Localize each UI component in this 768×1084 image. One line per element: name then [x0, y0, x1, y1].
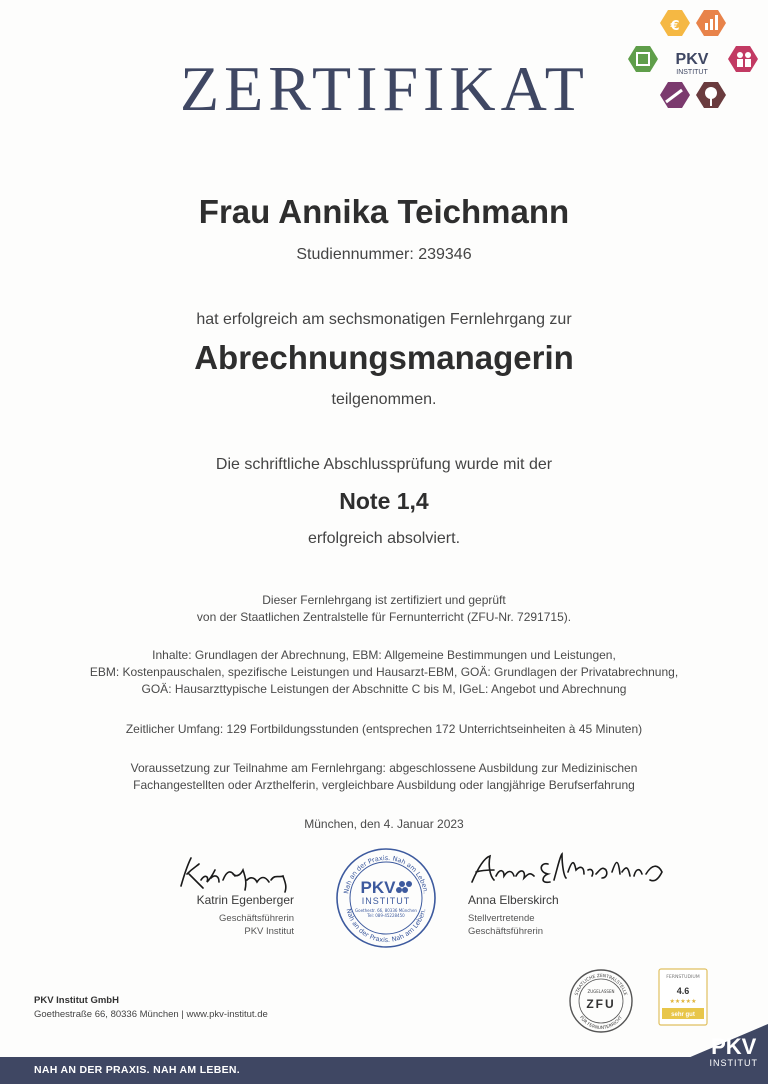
contents-line: GOÄ: Hausarzttypische Leistungen der Abschnitte C bis M, IGeL: Angebot und Abrechnung: [141, 682, 627, 696]
svg-text:FERNSTUDIUM: FERNSTUDIUM: [666, 975, 700, 980]
signature-block-right: [468, 893, 559, 938]
course-scope: Zeitlicher Umfang: 129 Fortbildungsstunden (entsprechen 172 Unterrichtseinheiten à 45 Minuten): [125, 722, 643, 736]
svg-text:Nah an der Praxis. Nah am Lebe: Nah an der Praxis. Nah am Leben.: [344, 907, 428, 945]
certificate-title: ZERTIFIKAT: [180, 53, 589, 124]
svg-text:ZUGELASSEN: ZUGELASSEN: [587, 989, 615, 994]
footer-logo: [710, 1036, 759, 1069]
signatory-role: [197, 912, 294, 938]
role-line: Stellvertretende: [468, 913, 535, 924]
footer-logo-sub: INSTITUT: [709, 1058, 758, 1068]
prerequisite-line: Fachangestellten oder Arzthelferin, vergleichbare Ausbildung oder langjährige Berufserfahrung: [133, 778, 635, 792]
zfu-seal: [568, 968, 634, 1034]
footer-logo-brand: PKV: [711, 1034, 757, 1059]
certification-line: Dieser Fernlehrgang ist zertifiziert und geprüft: [262, 593, 506, 607]
svg-text:Tel: 089-45228450: Tel: 089-45228450: [367, 913, 405, 918]
svg-text:INSTITUT: INSTITUT: [676, 69, 708, 76]
grade: Note 1,4: [339, 488, 429, 514]
svg-text:★★★★★: ★★★★★: [669, 998, 697, 1005]
svg-text:sehr gut: sehr gut: [671, 1012, 695, 1018]
contents-line: Inhalte: Grundlagen der Abrechnung, EBM: Allgemeine Bestimmungen und Leistungen,: [152, 648, 616, 662]
signatory-name: Anna Elberskirch: [468, 893, 559, 907]
svg-text:Goethestr. 66, 80336 München: Goethestr. 66, 80336 München: [355, 908, 417, 913]
certification-line: von der Staatlichen Zentralstelle für Fernunterricht (ZFU-Nr. 7291715).: [196, 610, 572, 624]
euro-hexagon-icon: [660, 10, 690, 36]
fernstudium-rating-badge: [658, 968, 708, 1026]
signature-anna-elberskirch: [468, 846, 678, 890]
role-line: PKV Institut: [244, 926, 294, 937]
participation-text: hat erfolgreich am sechsmonatigen Fernlehrgang zur: [196, 311, 572, 328]
svg-text:INSTITUT: INSTITUT: [361, 896, 411, 906]
company-address: Goethestraße 66, 80336 München | www.pkv-institut.de: [34, 1009, 268, 1020]
company-stamp: [334, 846, 438, 950]
certification-note: [0, 592, 768, 626]
footer-slogan: NAH AN DER PRAXIS. NAH AM LEBEN.: [34, 1064, 240, 1076]
signature-block-left: [197, 893, 294, 938]
signatory-name: Katrin Egenberger: [196, 893, 294, 907]
exam-text: Die schriftliche Abschlussprüfung wurde mit der: [215, 456, 553, 473]
pkv-institut-hexagon-logo: [626, 6, 760, 124]
contents-line: EBM: Kostenpauschalen, spezifische Leistungen und Hausarzt-EBM, GOÄ: Grundlagen der Privatabrechnung,: [89, 665, 679, 679]
svg-text:ZFU: ZFU: [586, 997, 616, 1011]
tree-hexagon-icon: [696, 82, 726, 108]
svg-text:PKV: PKV: [360, 878, 396, 897]
svg-text:€: €: [670, 19, 680, 34]
chart-hexagon-icon: [696, 10, 726, 36]
participated-text: teilgenommen.: [331, 391, 437, 408]
place-date: München, den 4. Januar 2023: [304, 817, 464, 831]
syringe-hexagon-icon: [660, 82, 690, 108]
svg-text:PKV: PKV: [675, 51, 709, 68]
rating-stars: [670, 998, 697, 1005]
svg-text:FÜR FERNUNTERRICHT: FÜR FERNUNTERRICHT: [578, 1015, 624, 1032]
passed-text: erfolgreich absolviert.: [307, 530, 461, 547]
student-number: Studiennummer: 239346: [296, 246, 472, 263]
svg-text:4.6: 4.6: [676, 986, 690, 996]
prerequisite-line: Voraussetzung zur Teilnahme am Fernlehrgang: abgeschlossene Ausbildung zur Medizinischen: [130, 761, 638, 775]
company-info: [34, 995, 268, 1020]
svg-text:Nah an der Praxis. Nah am Lebe: Nah an der Praxis. Nah am Leben.: [342, 853, 430, 895]
prerequisite: [0, 760, 768, 794]
center-brand-mark: [676, 51, 709, 76]
signature-katrin-egenberger: [175, 852, 295, 896]
company-name: PKV Institut GmbH: [34, 995, 119, 1006]
role-line: Geschäftsführerin: [219, 913, 294, 924]
course-contents: [0, 647, 768, 698]
course-title: Abrechnungsmanagerin: [194, 339, 574, 376]
svg-text:STAATLICHE ZENTRALSTELLE: STAATLICHE ZENTRALSTELLE: [574, 973, 628, 997]
signatory-role: [468, 912, 559, 938]
puzzle-hexagon-icon: [628, 46, 658, 72]
role-line: Geschäftsführerin: [468, 926, 543, 937]
recipient-name: Frau Annika Teichmann: [198, 193, 570, 230]
people-hexagon-icon: [728, 46, 758, 72]
